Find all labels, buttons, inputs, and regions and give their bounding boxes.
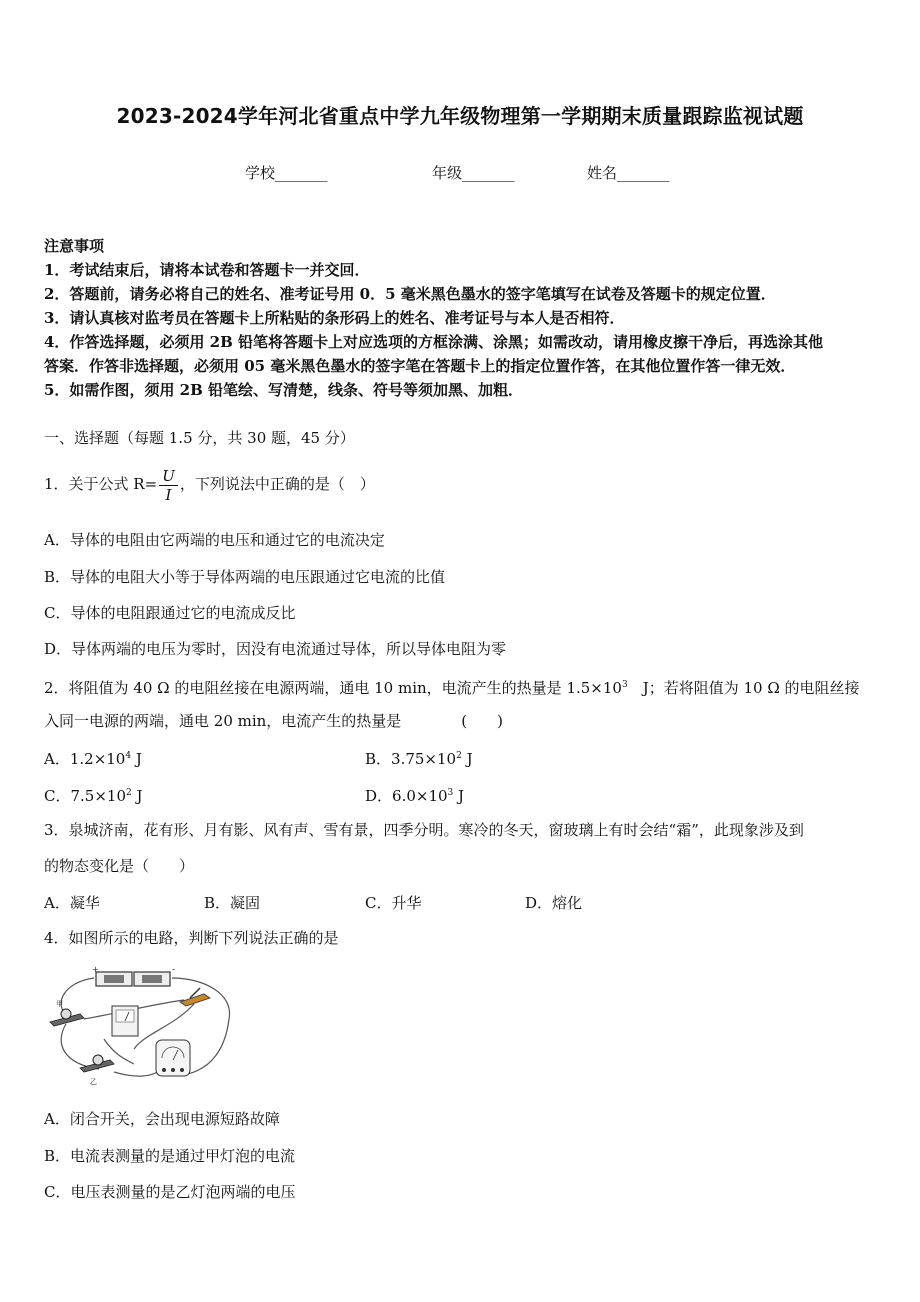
note-item: 1．考试结束后，请将本试卷和答题卡一并交回． <box>44 261 370 279</box>
q3-option-a: A．凝华 <box>44 894 100 912</box>
question-1-stem <box>44 466 880 504</box>
fraction-numerator: U <box>159 467 178 486</box>
notes-heading: 注意事项 <box>44 237 105 255</box>
question-3-line-2: 的物态变化是（ ） <box>44 857 195 875</box>
q4-option-b: B．电流表测量的是通过甲灯泡的电流 <box>44 1147 296 1165</box>
q2-option-a: A．$1.2\times 10^4$ J <box>44 750 142 768</box>
battery-plus-label: + <box>92 965 99 974</box>
school-field[interactable]: 学校_______ <box>245 164 328 182</box>
q2-text-b: J；若将阻值为 10 Ω 的电阻丝接 <box>627 679 860 697</box>
q1-option-c: C．导体的电阻跟通过它的电流成反比 <box>44 604 296 622</box>
formula-fraction <box>159 467 178 504</box>
question-3-line-1: 3．泉城济南，花有形、月有影、风有声、雪有景，四季分明。寒冷的冬天，窗玻璃上有时会结“霜”，此现象涉及到 <box>44 821 804 839</box>
q4-option-c: C．电压表测量的是乙灯泡两端的电压 <box>44 1183 296 1201</box>
question-4-stem: 4．如图所示的电路，判断下列说法正确的是 <box>44 929 339 947</box>
fraction-denominator: I <box>165 485 172 504</box>
q1-option-a: A．导体的电阻由它两端的电压和通过它的电流决定 <box>44 531 385 549</box>
exam-title: 2023-2024学年河北省重点中学九年级物理第一学期期末质量跟踪监视试题 <box>116 104 804 128</box>
question-2-line-1 <box>44 675 880 698</box>
grade-field[interactable]: 年级_______ <box>432 164 515 182</box>
note-item: 2．答题前，请务必将自己的姓名、准考证号用 0．5 毫米黑色墨水的签字笔填写在试卷及答题卡的规定位置． <box>44 285 776 303</box>
section-heading: 一、选择题（每题 1.5 分，共 30 题，45 分） <box>44 429 355 447</box>
q3-option-b: B．凝固 <box>204 894 261 912</box>
q1-option-b: B．导体的电阻大小等于导体两端的电压跟通过它电流的比值 <box>44 568 446 586</box>
lamp-yi-label: 乙 <box>90 1078 97 1086</box>
q2-text-a: 2．将阻值为 40 Ω 的电阻丝接在电源两端，通电 10 min，电流产生的热量是 1.5×10 <box>44 679 622 697</box>
note-item: 4．作答选择题，必须用 2B 铅笔将答题卡上对应选项的方框涂满、涂黑；如需改动，请用橡皮擦干净后，再选涂其他 <box>44 333 824 351</box>
q1-suffix: ，下列说法中正确的是（ ） <box>179 475 375 493</box>
question-2-line-2: 入同一电源的两端，通电 20 min，电流产生的热量是 ( ) <box>44 712 504 730</box>
circuit-diagram <box>44 964 234 1094</box>
q1-option-d: D．导体两端的电压为零时，因没有电流通过导体，所以导体电阻为零 <box>44 640 507 658</box>
q1-prefix: 1．关于公式 R= <box>44 475 158 493</box>
q2-option-d: D．$6.0\times 10^3$ J <box>365 787 465 805</box>
q3-option-c: C．升华 <box>365 894 422 912</box>
note-item: 答案．作答非选择题，必须用 05 毫米黑色墨水的签字笔在答题卡上的指定位置作答，在其他位置作答一律无效． <box>44 357 796 375</box>
q2-exponent: 3 <box>621 680 628 690</box>
note-item: 5．如需作图，须用 2B 铅笔绘、写清楚，线条、符号等须加黑、加粗． <box>44 381 523 399</box>
battery-minus-label: - <box>172 965 176 975</box>
q2-option-c: C．$7.5\times 10^2$ J <box>44 787 143 805</box>
q3-option-d: D．熔化 <box>525 894 583 912</box>
q2-option-b: B．$3.75\times 10^2$ J <box>365 750 473 768</box>
lamp-jia <box>50 1000 84 1026</box>
ammeter-icon <box>112 1006 138 1036</box>
q4-option-a: A．闭合开关，会出现电源短路故障 <box>44 1110 280 1128</box>
lamp-jia-label: 甲 <box>56 1000 63 1008</box>
name-field[interactable]: 姓名_______ <box>587 164 670 182</box>
voltmeter-icon <box>156 1040 190 1076</box>
note-item: 3．请认真核对监考员在答题卡上所粘贴的条形码上的姓名、准考证号与本人是否相符． <box>44 309 625 327</box>
switch-icon <box>180 988 210 1006</box>
lamp-yi <box>80 1055 114 1086</box>
